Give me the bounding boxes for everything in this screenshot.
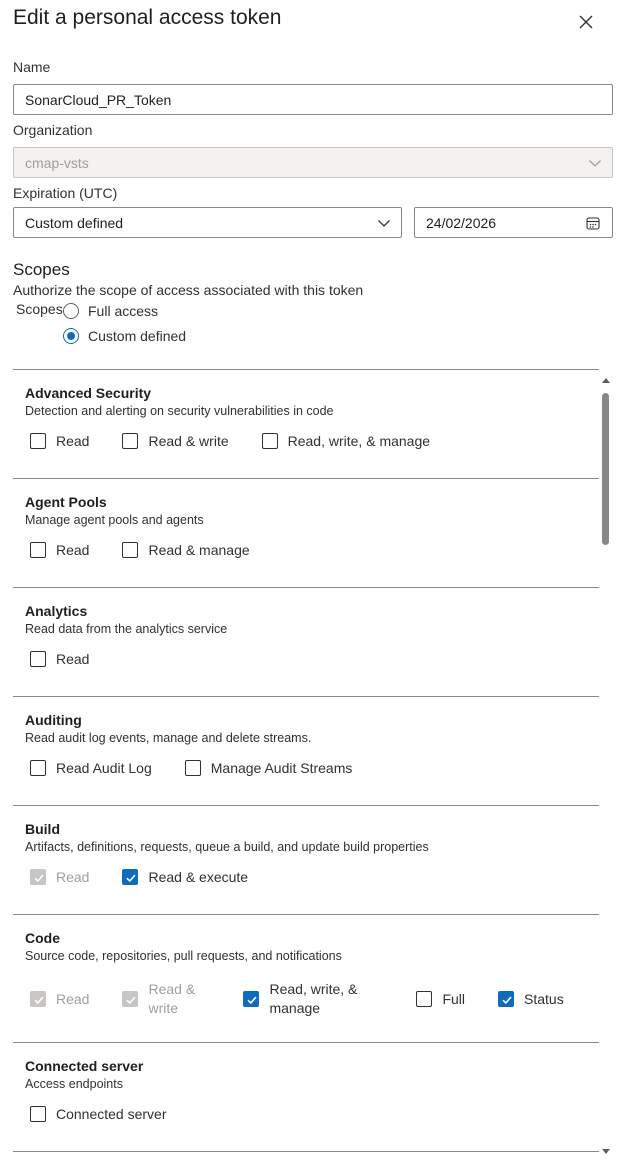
- checkbox-box: [122, 542, 138, 558]
- checkbox-read-write-manage[interactable]: [243, 980, 383, 1018]
- checkbox-box-checked-disabled: [30, 991, 46, 1007]
- checkmark-icon: [125, 872, 137, 884]
- scope-list: [13, 369, 599, 1166]
- section-description: Artifacts, definitions, requests, queue a build, and update build properties: [25, 840, 429, 854]
- checkbox-box: [30, 760, 46, 776]
- section-description: Access endpoints: [25, 1077, 123, 1091]
- scope-full-access-label: Full access: [88, 303, 159, 319]
- scope-section-advanced-security: [13, 370, 599, 479]
- checkbox-box: [30, 542, 46, 558]
- checkbox-read[interactable]: [30, 433, 89, 449]
- checkbox-label: Full: [442, 991, 466, 1007]
- checkmark-icon: [33, 872, 45, 884]
- section-description: Read data from the analytics service: [25, 622, 228, 636]
- checkbox-label: Read & write: [148, 981, 196, 1016]
- checkbox-full[interactable]: [416, 991, 465, 1007]
- expiration-date-value: 24/02/2026: [426, 214, 497, 231]
- expiration-value: Custom defined: [25, 214, 124, 231]
- organization-dropdown: [13, 147, 613, 178]
- checkbox-read-write[interactable]: [122, 433, 228, 449]
- name-input[interactable]: [13, 84, 613, 115]
- scopes-subtitle: Authorize the scope of access associated with this token: [13, 282, 364, 298]
- checkbox-label: Read & write: [148, 433, 229, 449]
- checkbox-box-checked: [498, 991, 514, 1007]
- close-button[interactable]: [574, 10, 598, 34]
- checkbox-box: [122, 433, 138, 449]
- scroll-down-arrow-icon[interactable]: [601, 1148, 611, 1156]
- checkbox-label: Read: [56, 542, 90, 558]
- scope-section-code: [13, 915, 599, 1043]
- section-title: Analytics: [25, 603, 88, 619]
- checkbox-box-checked: [122, 869, 138, 885]
- checkbox-label: Read: [56, 433, 90, 449]
- chevron-down-icon: [588, 156, 602, 170]
- scope-custom-defined-label: Custom defined: [88, 328, 187, 344]
- section-description: Detection and alerting on security vulnerabilities in code: [25, 404, 334, 418]
- expiration-label: Expiration (UTC): [13, 185, 118, 201]
- checkbox-status[interactable]: [498, 991, 564, 1007]
- chevron-down-icon: [377, 216, 391, 230]
- radio-circle-selected: [63, 328, 79, 344]
- checkbox-box: [30, 1106, 46, 1122]
- checkbox-read-execute[interactable]: [122, 869, 248, 885]
- name-label: Name: [13, 59, 51, 75]
- scrollbar-thumb[interactable]: [602, 393, 609, 545]
- organization-label: Organization: [13, 122, 93, 138]
- section-title: Connected server: [25, 1058, 144, 1074]
- checkbox-box: [30, 433, 46, 449]
- checkbox-label: Read, write, & manage: [287, 433, 431, 449]
- checkbox-manage-audit-streams[interactable]: [185, 760, 353, 776]
- checkbox-label: Read & execute: [148, 869, 249, 885]
- calendar-icon[interactable]: [586, 216, 600, 230]
- section-description: Read audit log events, manage and delete streams.: [25, 731, 312, 745]
- section-title: Build: [25, 821, 60, 837]
- checkbox-read-manage[interactable]: [122, 542, 249, 558]
- checkbox-label: Read Audit Log: [56, 760, 152, 776]
- checkbox-box: [416, 991, 432, 1007]
- scope-section-connected-server: [13, 1043, 599, 1152]
- section-title: Code: [25, 930, 60, 946]
- checkbox-read[interactable]: [30, 542, 89, 558]
- checkbox-read-write-manage[interactable]: [262, 433, 430, 449]
- checkbox-read-write: [122, 980, 210, 1018]
- scope-list-scrollbar[interactable]: [599, 374, 613, 1166]
- section-title: Agent Pools: [25, 494, 107, 510]
- checkbox-label: Status: [524, 991, 564, 1007]
- expiration-date-input[interactable]: [414, 207, 613, 238]
- checkbox-read: [30, 991, 89, 1007]
- checkbox-label: Manage Audit Streams: [210, 760, 353, 776]
- radio-circle: [63, 303, 79, 319]
- section-description: Manage agent pools and agents: [25, 513, 204, 527]
- checkbox-label: Connected server: [56, 1106, 167, 1122]
- section-title: Auditing: [25, 712, 82, 728]
- scroll-up-arrow-icon[interactable]: [601, 376, 611, 384]
- checkbox-label: Read: [56, 991, 90, 1007]
- checkbox-label: Read & manage: [148, 542, 250, 558]
- section-description: Source code, repositories, pull requests, and notifications: [25, 949, 342, 963]
- scope-full-access-radio[interactable]: [63, 303, 158, 319]
- scopes-radio-label: Scopes: [16, 301, 63, 317]
- section-title: Advanced Security: [25, 385, 152, 401]
- checkbox-box: [30, 651, 46, 667]
- close-icon: [579, 15, 593, 29]
- checkbox-label: Read, write, & manage: [269, 981, 358, 1016]
- scopes-heading: Scopes: [13, 260, 70, 279]
- dialog-title: Edit a personal access token: [13, 6, 282, 29]
- checkbox-label: Read: [56, 651, 90, 667]
- scope-custom-defined-radio[interactable]: [63, 328, 186, 344]
- checkbox-box: [185, 760, 201, 776]
- checkbox-box: [262, 433, 278, 449]
- checkbox-connected-server[interactable]: [30, 1106, 167, 1122]
- scope-section-build: [13, 806, 599, 915]
- checkbox-read-audit-log[interactable]: [30, 760, 152, 776]
- checkmark-icon: [501, 994, 513, 1006]
- checkmark-icon: [246, 994, 258, 1006]
- organization-value: cmap-vsts: [25, 154, 89, 171]
- checkbox-read: [30, 869, 89, 885]
- checkbox-read[interactable]: [30, 651, 89, 667]
- checkmark-icon: [33, 994, 45, 1006]
- checkbox-box-checked-disabled: [30, 869, 46, 885]
- checkmark-icon: [125, 994, 137, 1006]
- checkbox-label: Read: [56, 869, 90, 885]
- checkbox-box-checked: [243, 991, 259, 1007]
- checkbox-box-checked-disabled: [122, 991, 138, 1007]
- scope-section-analytics: [13, 588, 599, 697]
- scope-section-agent-pools: [13, 479, 599, 588]
- scope-section-auditing: [13, 697, 599, 806]
- expiration-dropdown[interactable]: [13, 207, 402, 238]
- name-input-value: SonarCloud_PR_Token: [25, 91, 172, 108]
